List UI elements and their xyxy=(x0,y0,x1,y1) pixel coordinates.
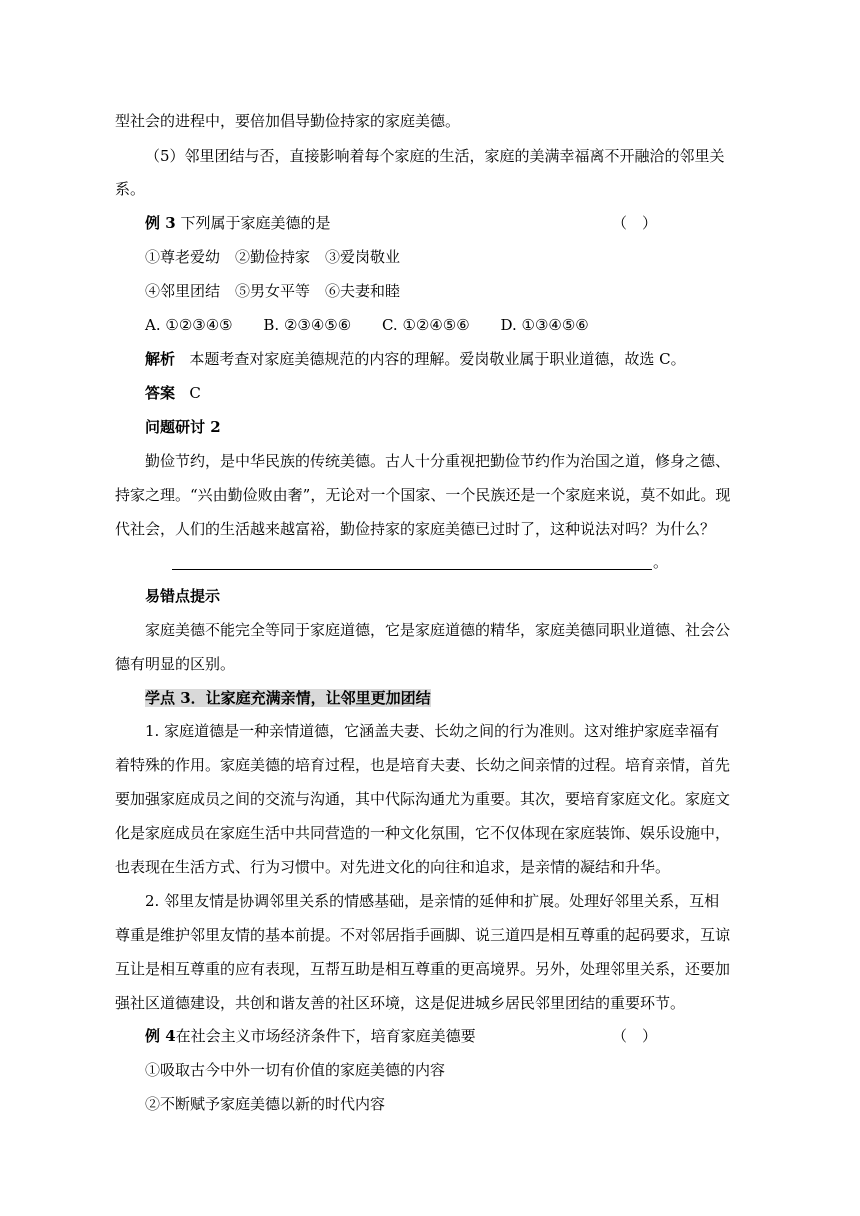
option-d: D. ①③④⑤⑥ xyxy=(500,316,589,334)
analysis xyxy=(145,349,686,369)
example-4-item-2: ②不断赋予家庭美德以新的时代内容 xyxy=(145,1095,386,1113)
option-b: B. ②③④⑤⑥ xyxy=(263,316,352,334)
paragraph-line: 互让是相互尊重的应有表现，互帮互助是相互尊重的更高境界。另外，处理邻里关系，还要加 xyxy=(115,960,731,978)
paragraph-line: 也表现在生活方式、行为习惯中。对先进文化的向往和追求，是亲情的凝结和升华。 xyxy=(115,858,671,876)
example-4-answer-bracket: （ ） xyxy=(612,1027,658,1045)
answer-text: C xyxy=(189,384,201,402)
example-3-question xyxy=(145,213,330,233)
paragraph-line: （5）邻里团结与否，直接影响着每个家庭的生活，家庭的美满幸福离不开融洽的邻里关 xyxy=(145,147,725,165)
mistake-tip-title: 易错点提示 xyxy=(145,587,221,605)
paragraph-line: 强社区道德建设，共创和谐友善的社区环境，这是促进城乡居民邻里团结的重要环节。 xyxy=(115,994,686,1012)
paragraph-line: 2. 邻里友情是协调邻里关系的情感基础，是亲情的延伸和扩展。处理好邻里关系，互相 xyxy=(145,892,720,910)
paragraph-line: 代社会，人们的生活越来越富裕，勤俭持家的家庭美德已过时了，这种说法对吗？为什么？ xyxy=(115,520,716,538)
example-4-label: 例 4 xyxy=(145,1027,176,1045)
example-4-item-1: ①吸取古今中外一切有价值的家庭美德的内容 xyxy=(145,1061,446,1079)
paragraph-line: 化是家庭成员在家庭生活中共同营造的一种文化氛围，它不仅体现在家庭装饰、娱乐设施中， xyxy=(115,824,731,842)
paragraph-line: 型社会的进程中，要倍加倡导勤俭持家的家庭美德。 xyxy=(115,112,461,130)
paragraph-line: 1. 家庭道德是一种亲情道德，它涵盖夫妻、长幼之间的行为准则。这对维护家庭幸福有 xyxy=(145,722,720,740)
paragraph-line: 德有明显的区别。 xyxy=(115,655,236,673)
section-heading xyxy=(145,688,431,708)
analysis-label: 解析 xyxy=(145,350,176,368)
paragraph-line: 尊重是维护邻里友情的基本前提。不对邻居指手画脚、说三道四是相互尊重的起码要求，互谅 xyxy=(115,926,731,944)
discussion-title: 问题研讨 2 xyxy=(145,418,221,436)
section-heading-text: 学点 3．让家庭充满亲情，让邻里更加团结 xyxy=(145,689,431,707)
paragraph-line: 勤俭节约，是中华民族的传统美德。古人十分重视把勤俭节约作为治国之道，修身之德、 xyxy=(145,452,731,470)
paragraph-line: 家庭美德不能完全等同于家庭道德，它是家庭道德的精华，家庭美德同职业道德、社会公 xyxy=(145,621,731,639)
example-3-items-row-2: ④邻里团结 ⑤男女平等 ⑥夫妻和睦 xyxy=(145,282,401,300)
example-3-text: 下列属于家庭美德的是 xyxy=(180,214,331,232)
option-c: C. ①②④⑤⑥ xyxy=(381,316,470,334)
paragraph-line: 持家之理。“兴由勤俭败由奢”，无论对一个国家、一个民族还是一个家庭来说，莫不如此。现 xyxy=(115,486,731,504)
answer-label: 答案 xyxy=(145,384,176,402)
example-4-question xyxy=(145,1026,476,1046)
example-3-items-row-1: ①尊老爱幼 ②勤俭持家 ③爱岗敬业 xyxy=(145,248,401,266)
example-3-label: 例 3 xyxy=(145,214,176,232)
example-3-answer-bracket: （ ） xyxy=(612,214,658,232)
example-4-text: 在社会主义市场经济条件下，培育家庭美德要 xyxy=(175,1027,476,1045)
answer-blank-line xyxy=(172,569,652,570)
paragraph-line: 要加强家庭成员之间的交流与沟通，其中代际沟通尤为重要。其次，要培育家庭文化。家庭文 xyxy=(115,790,731,808)
paragraph-line: 着特殊的作用。家庭美德的培育过程，也是培育夫妻、长幼之间亲情的过程。培育亲情，首先 xyxy=(115,756,731,774)
answer xyxy=(145,383,201,403)
option-a: A. ①②③④⑤ xyxy=(145,316,233,334)
paragraph-line: 系。 xyxy=(115,180,146,198)
example-3-options xyxy=(145,315,589,335)
answer-blank-period: 。 xyxy=(653,553,669,571)
analysis-text: 本题考查对家庭美德规范的内容的理解。爱岗敬业属于职业道德，故选 C。 xyxy=(189,350,686,368)
